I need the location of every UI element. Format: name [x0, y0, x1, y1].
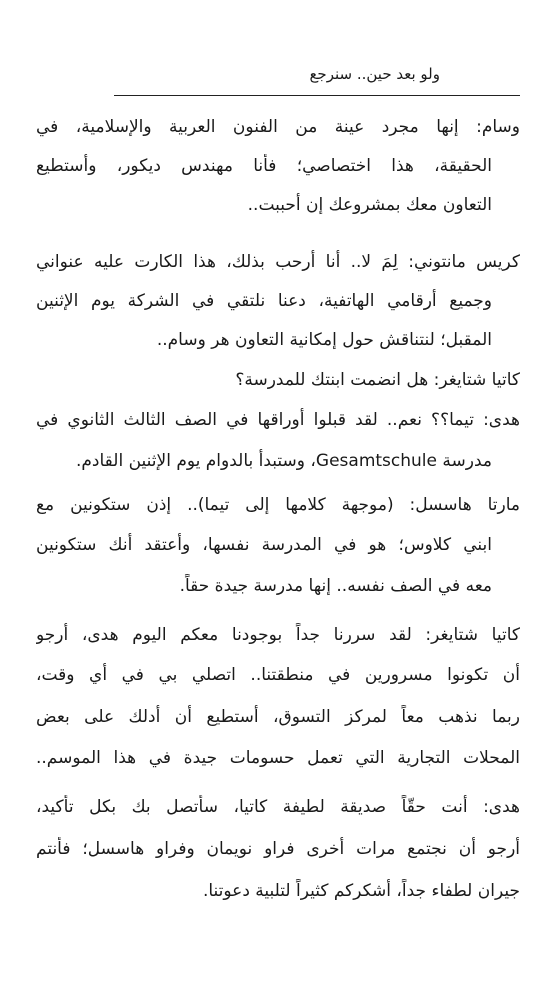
text-line: كريس مانتوني: لِمَ لا.. أنا أرحب بذلك، هذا الكارت عليه عنواني — [36, 252, 520, 272]
text-line: هدى: تيما؟؟ نعم.. لقد قبلوا أوراقها في الصف الثالث الثانوي في — [36, 410, 520, 430]
text-line: كاتيا شتايغر: هل انضمت ابنتك للمدرسة؟ — [235, 370, 520, 390]
text-line: المحلات التجارية التي تعمل حسومات جيدة في هذا الموسم.. — [36, 748, 520, 768]
text-line: ابني كلاوس؛ هو في المدرسة نفسها، وأعتقد أنك ستكونين — [36, 535, 492, 555]
text-line: الحقيقة، هذا اختصاصي؛ فأنا مهندس ديكور، وأستطيع — [36, 156, 492, 176]
header-rule — [114, 95, 520, 96]
text-line: معه في الصف نفسه.. إنها مدرسة جيدة حقاً. — [179, 576, 492, 596]
text-line: مارتا هاسسل: (موجهة كلامها إلى تيما).. إذن ستكونين مع — [36, 495, 520, 515]
text-line: وجميع أرقامي الهاتفية، دعنا نلتقي في الشركة يوم الإثنين — [36, 291, 492, 311]
text-line: المقبل؛ لنتناقش حول إمكانية التعاون هر وسام.. — [156, 330, 492, 350]
text-line: أن تكونوا مسرورين في منطقتنا.. اتصلي بي في أي وقت، — [36, 665, 520, 685]
running-header: ولو بعد حين.. سنرجع — [309, 65, 440, 83]
text-line: مدرسة Gesamtschule، وستبدأ بالدوام يوم الإثنين القادم. — [75, 451, 492, 471]
text-line: وسام: إنها مجرد عينة من الفنون العربية والإسلامية، في — [36, 117, 520, 137]
text-line: أرجو أن نجتمع مرات أخرى فراو نويمان وفراو هاسسل؛ فأنتم — [36, 839, 520, 859]
text-line: ربما نذهب معاً لمركز التسوق، أستطيع أن أدلك على بعض — [36, 707, 520, 727]
text-line: التعاون معك بمشروعك إن أحببت.. — [247, 195, 492, 215]
text-line: هدى: أنت حقّاً صديقة لطيفة كاتيا، سأتصل بك بكل تأكيد، — [36, 797, 520, 817]
text-line: جيران لطفاء جداً، أشكركم كثيراً لتلبية دعوتنا. — [202, 881, 520, 901]
text-line: كاتيا شتايغر: لقد سررنا جداً بوجودنا معكم اليوم هدى، أرجو — [36, 625, 520, 645]
